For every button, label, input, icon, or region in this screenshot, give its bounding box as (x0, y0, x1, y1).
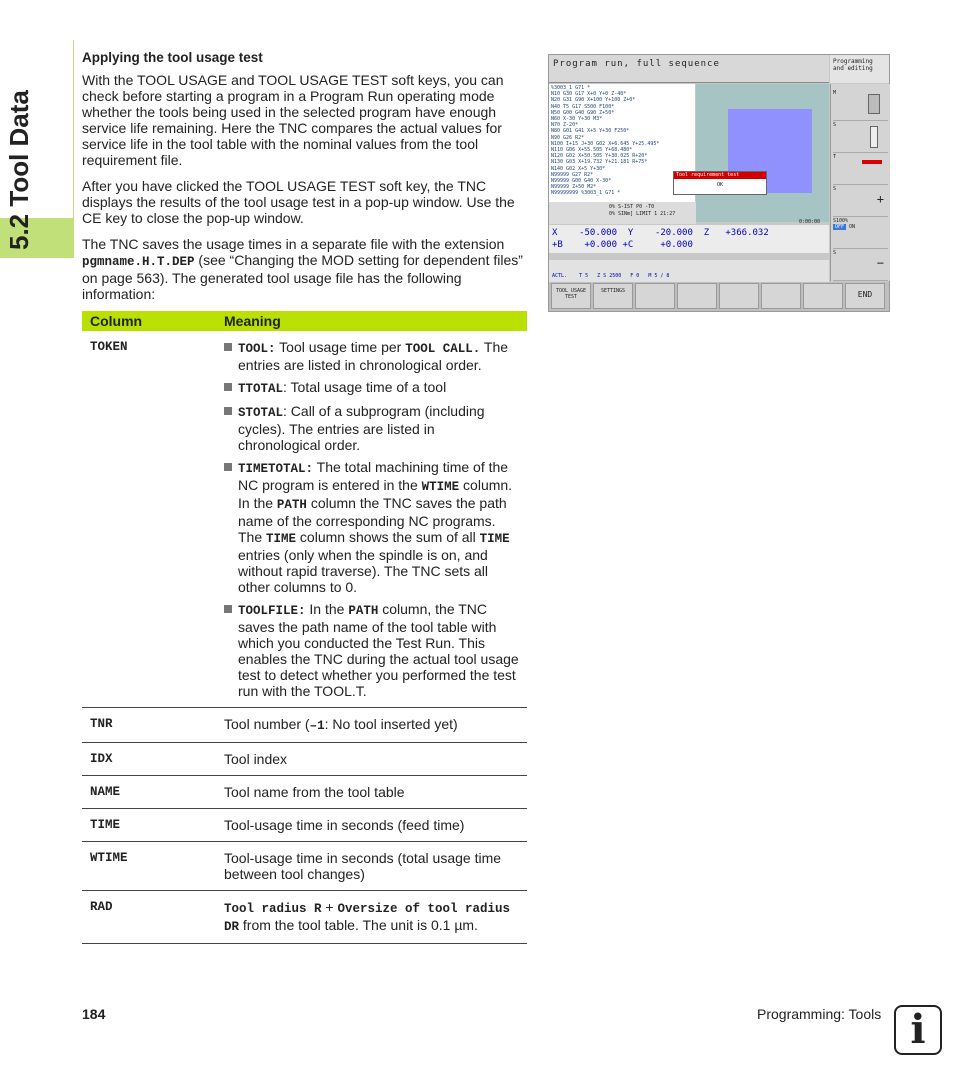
section-heading: Applying the tool usage test (82, 50, 263, 65)
softkey-row (549, 282, 889, 311)
screen-title: Program run, full sequence (549, 55, 829, 83)
code-term: WTIME (421, 480, 460, 494)
tool-usage-table (82, 311, 527, 944)
code-term: PATH (276, 498, 307, 512)
item-text: The total machining time of the NC program is entered in the (238, 459, 509, 493)
softkey-s[interactable]: S (833, 122, 888, 153)
tool-change-icon (862, 160, 882, 164)
status-line-1: 0% S-IST P0 -T0 (609, 204, 655, 210)
softkey-empty[interactable] (719, 283, 759, 309)
list-item (224, 379, 519, 397)
softkey-s-minus[interactable]: S − (833, 250, 888, 281)
item-text: column. In the (238, 477, 513, 511)
position-display (549, 225, 829, 253)
code-term: STOTAL (238, 406, 284, 420)
program-listing: %3003_1 G71 * N10 G30 G17 X+0 Y+0 Z-40* N20 G31 G90 X+100 Y+100 Z+0* N40 T5 G17 S500 F100* N50 G00 G40 G90 Z+50* N60 X-30 Y+30 M3* N70 Z-20* N80 G01 G41 X+5 Y+30 F250* N90 G26 R2* N100 I+15 J+30 G02 X+6.645 Y+25.495* N110 G06 X+55.505 Y+68.480* N120 G02 X+50.505 Y+30.025 R+20* N130 G03 X+19.732 Y+21.181 R+75* N140 G02 X+5 Y+30* N99999 G27 R2* N99999 G00 G40 X-30* N99999 Z+50 M2* N99999999 %3003_1 G71 * (549, 84, 695, 202)
row-meaning-tnr (216, 708, 527, 743)
tnc-screenshot (548, 54, 890, 312)
item-text: column the TNC saves the path name of the corresponding NC programs. The (238, 495, 507, 545)
row-name: TIME (82, 809, 216, 842)
item-text: : Call of a subprogram (including cycles). The entries are listed in chronological order. (238, 403, 485, 453)
bullet-icon (224, 463, 232, 471)
row-meaning-token (216, 331, 527, 708)
item-text: column shows the sum of all (296, 529, 480, 545)
item-text: In the (305, 601, 349, 617)
paragraph-3 (82, 236, 527, 302)
footer-title: Programming: Tools (757, 1006, 882, 1022)
table-row (82, 842, 527, 891)
end-softkey[interactable]: END (845, 283, 885, 309)
table-row (82, 891, 527, 944)
item-text: entries (only when the spindle is on, and without rapid traverse). The TNC sets all other columns to 0. (238, 547, 489, 595)
bullet-icon (224, 383, 232, 391)
list-item (224, 459, 519, 595)
row-name: IDX (82, 743, 216, 776)
info-icon: i (894, 1005, 942, 1055)
row-meaning: Tool name from the tool table (216, 776, 527, 809)
graphic-view (696, 84, 829, 222)
column-header: Column (82, 311, 216, 331)
meaning-header: Meaning (216, 311, 527, 331)
softkey-empty[interactable] (677, 283, 717, 309)
code-term: TIMETOTAL: (238, 462, 314, 476)
softkey-override[interactable] (833, 218, 888, 249)
softkey-empty[interactable] (635, 283, 675, 309)
softkey-empty[interactable] (761, 283, 801, 309)
code-term: TOOL: (238, 342, 276, 356)
list-item (224, 339, 519, 373)
table-row (82, 809, 527, 842)
override-value: S100% (833, 218, 849, 224)
list-item (224, 601, 519, 699)
timer: 0:00:00 (799, 219, 821, 225)
code-term: Tool radius R (224, 902, 322, 916)
plus-icon: + (876, 192, 884, 206)
code-term: TTOTAL (238, 382, 284, 396)
code-term: TIME (479, 532, 510, 546)
row-name: NAME (82, 776, 216, 809)
file-extension-code: pgmname.H.T.DEP (82, 255, 195, 269)
tool-usage-test-softkey[interactable]: TOOL USAGE TEST (551, 283, 591, 309)
para3-text-b: (see “Changing the MOD setting for dependent files” on page 563). The generated tool usage file has the following information: (82, 252, 523, 302)
code-term: TOOLFILE: (238, 604, 306, 618)
softkey-s-plus[interactable]: S + (833, 186, 888, 217)
item-text: : No tool inserted yet) (324, 716, 458, 732)
popup-title: Tool requirement test (674, 172, 766, 179)
bullet-icon (224, 407, 232, 415)
softkey-empty[interactable] (803, 283, 843, 309)
item-text: column, the TNC saves the path name of the tool table with which you conducted the Test Run. This enables the TNC during the actual tool usage test to detect whether you performed the test run with the TOOL.T. (238, 601, 519, 699)
row-name: WTIME (82, 842, 216, 891)
paragraph-2: After you have clicked the TOOL USAGE TEST soft key, the TNC displays the results of the tool usage test in a pop-up window. Use the CE key to close the pop-up window. (82, 178, 515, 226)
vertical-softkeys (830, 84, 890, 281)
code-term: TIME (266, 532, 297, 546)
code-term: PATH (348, 604, 379, 618)
popup-ok-button[interactable]: OK (716, 182, 724, 188)
position-row-1: X -50.000 Y -20.000 Z +366.032 (552, 228, 769, 238)
status-bar-text: ACTL. T 5 Z S 2500 F 0 M 5 / 8 (552, 273, 670, 279)
list-item (224, 403, 519, 453)
item-text: : Total usage time of a tool (283, 379, 447, 395)
bullet-icon (224, 605, 232, 613)
status-bar (549, 260, 829, 282)
minus-icon: − (876, 256, 884, 270)
body-text (82, 50, 527, 312)
row-meaning: Tool index (216, 743, 527, 776)
tool-requirement-popup (673, 171, 767, 195)
settings-softkey[interactable]: SETTINGS (593, 283, 633, 309)
position-row-2: +B +0.000 +C +0.000 (552, 240, 693, 250)
item-text: The entries are listed in chronological order. (238, 339, 509, 373)
status-line-2: 0% SINm] LIMIT 1 21:27 (609, 211, 676, 217)
softkey-m[interactable]: M (833, 90, 888, 121)
row-name-token: TOKEN (82, 331, 216, 708)
spindle-icon (870, 126, 878, 148)
item-text: Tool usage time per (275, 339, 406, 355)
item-text: Tool number ( (224, 716, 310, 732)
on-label: ON (849, 224, 856, 230)
side-divider (73, 40, 74, 218)
row-name-tnr: TNR (82, 708, 216, 743)
off-label: OFF (835, 224, 845, 230)
table-row (82, 776, 527, 809)
table-header-row (82, 311, 527, 331)
row-meaning: Tool-usage time in seconds (total usage time between tool changes) (216, 842, 527, 891)
bullet-icon (224, 343, 232, 351)
row-name-rad: RAD (82, 891, 216, 944)
chapter-tab-title: 5.2 Tool Data (4, 90, 34, 250)
page-number: 184 (82, 1006, 106, 1022)
status-panel (549, 202, 696, 224)
tool-icon (868, 94, 880, 114)
row-meaning: Tool-usage time in seconds (feed time) (216, 809, 527, 842)
item-text: from the tool table. The unit is 0.1 µm. (239, 917, 478, 933)
softkey-t[interactable]: T (833, 154, 888, 185)
code-term: TOOL CALL. (405, 342, 481, 356)
code-term: –1 (309, 719, 325, 733)
table-row (82, 331, 527, 708)
code-term: Oversize of tool radius DR (224, 902, 511, 934)
paragraph-1: With the TOOL USAGE and TOOL USAGE TEST soft keys, you can check before starting a program in a Program Run operating mode whether the tools being used in the selected program have enough service life remaining. Here the TNC compares the actual values for service life in the tool table with the nominal values from the tool requirement file. (82, 72, 504, 168)
item-text: + (321, 899, 338, 915)
mode-label: Programming and editing (830, 55, 889, 83)
para3-text-a: The TNC saves the usage times in a separate file with the extension (82, 236, 505, 252)
table-row (82, 743, 527, 776)
table-row (82, 708, 527, 743)
row-meaning-rad (216, 891, 527, 944)
